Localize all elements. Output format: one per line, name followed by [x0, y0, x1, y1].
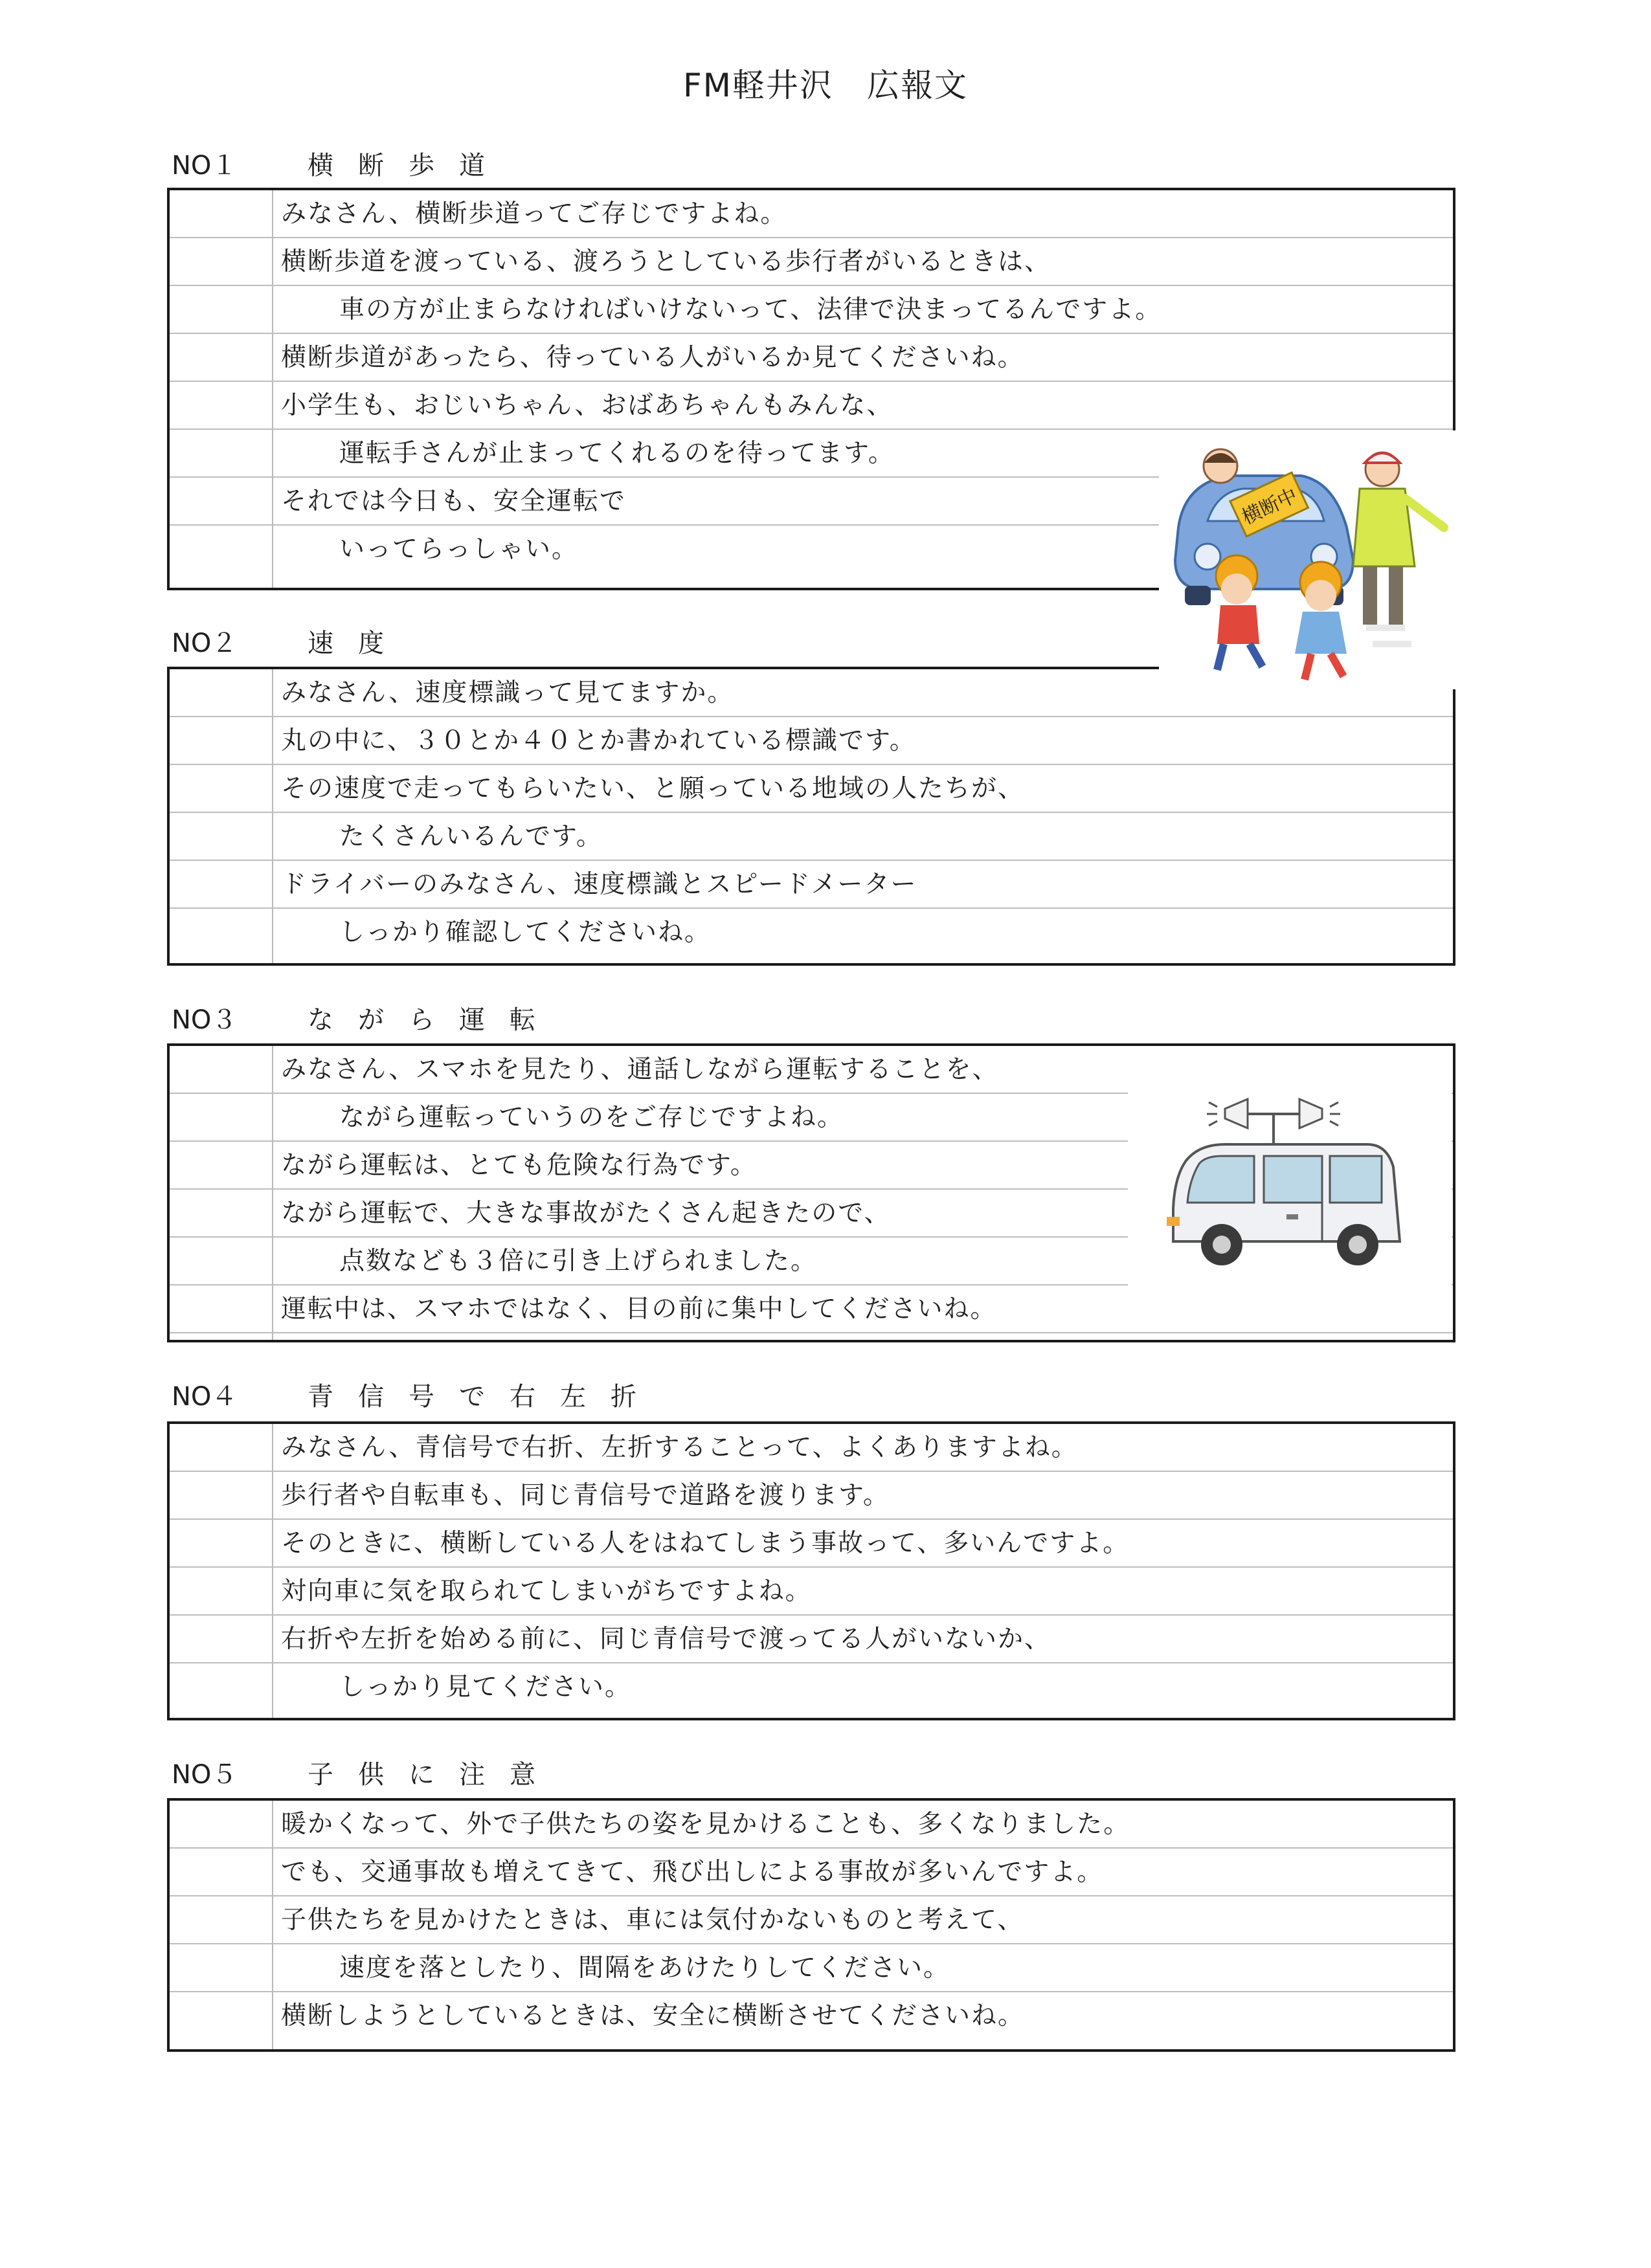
text-row	[170, 1663, 1453, 1711]
line-text: 横断歩道を渡っている、渡ろうとしている歩行者がいるときは、	[281, 247, 1051, 276]
text-row	[170, 1424, 1453, 1472]
text-row	[170, 1801, 1453, 1849]
section-header-1	[172, 148, 510, 184]
section-header-5	[172, 1757, 560, 1793]
crosswalk-children-icon	[1159, 430, 1470, 689]
text-row	[170, 1472, 1453, 1520]
line-text: 点数なども３倍に引き上げられました。	[339, 1247, 818, 1276]
section-number: NO２	[172, 628, 238, 658]
text-row	[170, 1568, 1453, 1616]
section-header-2	[172, 625, 409, 662]
text-row	[170, 1992, 1453, 2040]
line-text: 速度を落としたり、間隔をあけたりしてください。	[339, 1953, 950, 1983]
section-box-3	[167, 1043, 1455, 1342]
line-text: いってらっしゃい。	[339, 535, 579, 564]
text-row	[170, 861, 1453, 909]
text-row	[170, 909, 1453, 957]
text-row	[170, 1944, 1453, 1992]
section-number: NO１	[172, 151, 238, 181]
text-row	[170, 238, 1453, 286]
line-text: みなさん、青信号で右折、左折することって、よくありますよね。	[281, 1433, 1078, 1462]
section-title: 青信号で右左折	[308, 1382, 661, 1412]
line-text: 右折や左折を始める前に、同じ青信号で渡ってる人がいないか、	[281, 1625, 1051, 1654]
section-title: 速度	[308, 628, 409, 658]
section-header-3	[172, 1002, 560, 1038]
line-text: そのときに、横断している人をはねてしまう事故って、多いんですよ。	[281, 1529, 1130, 1558]
text-row	[170, 190, 1453, 238]
line-text: 小学生も、おじいちゃん、おばあちゃんもみんな、	[281, 391, 893, 420]
line-text: ながら運転っていうのをご存じですよね。	[339, 1103, 844, 1132]
text-row	[170, 382, 1453, 430]
line-text: 車の方が止まらなければいけないって、法律で決まってるんですよ。	[339, 295, 1162, 324]
text-row	[170, 1896, 1453, 1944]
line-text: 対向車に気を取られてしまいがちですよね。	[281, 1577, 812, 1606]
line-text: 運転中は、スマホではなく、目の前に集中してくださいね。	[281, 1295, 997, 1324]
line-text: 子供たちを見かけたときは、車には気付かないものと考えて、	[281, 1906, 1024, 1935]
line-text: 丸の中に、３０とか４０とか書かれている標識です。	[281, 726, 916, 755]
line-text: みなさん、スマホを見たり、通話しながら運転することを、	[281, 1055, 999, 1084]
text-row	[170, 765, 1453, 813]
text-row	[170, 334, 1453, 382]
sign-text: 横断中	[1238, 484, 1301, 529]
line-text: ながら運転は、とても危険な行為です。	[281, 1151, 757, 1180]
loudspeaker-van-icon	[1128, 1047, 1452, 1287]
line-text: しっかり見てください。	[339, 1673, 632, 1702]
text-row	[170, 813, 1453, 861]
line-text: ながら運転で、大きな事故がたくさん起きたので、	[281, 1199, 891, 1228]
page-title: FM軽井沢 広報文	[683, 67, 968, 104]
line-text: でも、交通事故も増えてきて、飛び出しによる事故が多いんですよ。	[281, 1858, 1104, 1887]
section-box-4	[167, 1421, 1455, 1720]
line-text: ドライバーのみなさん、速度標識とスピードメーター	[281, 870, 917, 899]
line-text: 横断歩道があったら、待っている人がいるか見てくださいね。	[281, 343, 1024, 372]
section-box-5	[167, 1798, 1455, 2052]
line-text: その速度で走ってもらいたい、と願っている地域の人たちが、	[281, 774, 1025, 803]
text-row	[170, 1849, 1453, 1896]
text-row	[170, 1520, 1453, 1568]
section-header-4	[172, 1379, 661, 1415]
line-text: 歩行者や自転車も、同じ青信号で道路を渡ります。	[281, 1481, 890, 1510]
line-text: みなさん、速度標識って見てますか。	[281, 678, 734, 707]
section-number: NO４	[172, 1382, 238, 1412]
text-row	[170, 286, 1453, 334]
section-title: 子供に注意	[308, 1760, 560, 1790]
line-text: みなさん、横断歩道ってご存じですよね。	[281, 199, 787, 228]
line-text: たくさんいるんです。	[339, 822, 603, 851]
section-number: NO５	[172, 1760, 238, 1790]
line-text: しっかり確認してくださいね。	[339, 918, 712, 947]
line-text: 横断しようとしているときは、安全に横断させてくださいね。	[281, 2001, 1025, 2030]
section-number: NO３	[172, 1005, 238, 1035]
section-box-2	[167, 667, 1455, 966]
section-title: ながら運転	[308, 1005, 560, 1035]
text-row	[170, 1616, 1453, 1663]
line-text: 運転手さんが止まってくれるのを待ってます。	[339, 439, 895, 468]
line-text: 暖かくなって、外で子供たちの姿を見かけることも、多くなりました。	[281, 1810, 1130, 1839]
section-title: 横断歩道	[308, 151, 510, 181]
text-row	[170, 717, 1453, 765]
text-row	[170, 1285, 1453, 1333]
line-text: それでは今日も、安全運転で	[281, 487, 627, 516]
